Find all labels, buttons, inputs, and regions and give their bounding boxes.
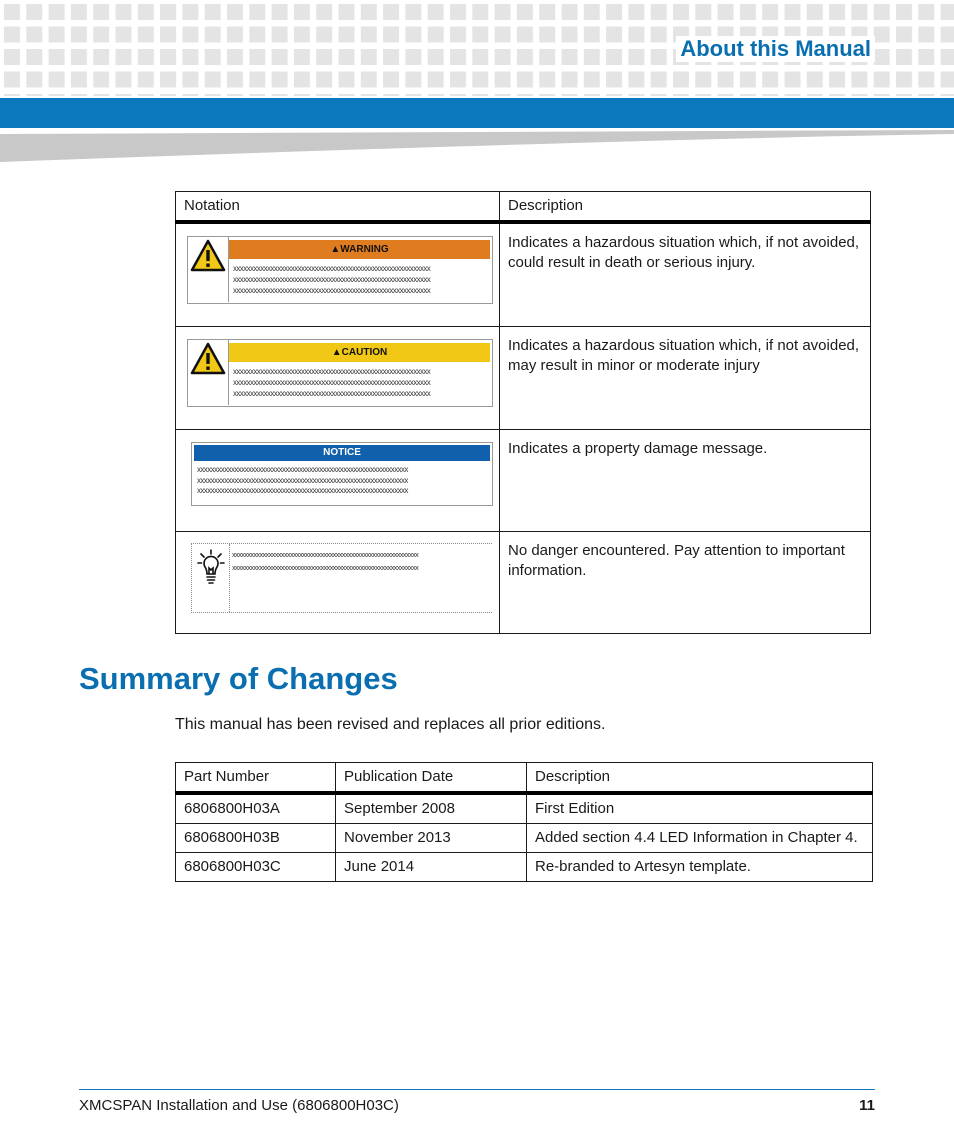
footer-rule [79,1089,875,1090]
header-blue-band [0,98,954,128]
page-number: 11 [859,1097,875,1114]
publication-date-cell: November 2013 [336,824,527,853]
notation-table [175,191,871,634]
warning-banner-label: WARNING [340,244,389,255]
table-row [176,430,871,532]
tip-placeholder-text: xxxxxxxxxxxxxxxxxxxxxxxxxxxxxxxxxxxxxxxxxxxxxxxxxxxxxxxxxxxxx xxxxxxxxxxxxxxxxxxxxxxxxxxxxxxxxxxxxxxxxxxxxxxxxxxxxxxxxxxxxx [232,550,419,572]
caution-placeholder-text: xxxxxxxxxxxxxxxxxxxxxxxxxxxxxxxxxxxxxxxxxxxxxxxxxxxxxxxxxx xxxxxxxxxxxxxxxxxxxxxxxxxxxxxxxxxxxxxxxxxxxxxxxxxxxxxxxxxx xxxxxxxxxxxxxxxxxxxxxxxxxxxxxxxxxxxxxxxxxxxxxxxxxxxxxxxxxx [233,367,431,398]
notice-placeholder-text: xxxxxxxxxxxxxxxxxxxxxxxxxxxxxxxxxxxxxxxxxxxxxxxxxxxxxxxxxxxxxx xxxxxxxxxxxxxxxxxxxxxxxxxxxxxxxxxxxxxxxxxxxxxxxxxxxxxxxxxxxxxx xxxxxxxxxxxxxxxxxxxxxxxxxxxxxxxxxxxxxxxxxxxxxxxxxxxxxxxxxxxxxx [197,465,408,495]
table-row [176,824,873,853]
column-header-notation: Notation [176,192,500,223]
publication-date-cell: September 2008 [336,793,527,824]
table-header-row [176,192,871,223]
tip-sign-cell [176,532,500,634]
footer-document-title: XMCSPAN Installation and Use (6806800H03C) [79,1097,399,1114]
description-cell: Re-branded to Artesyn template. [527,853,873,882]
table-row [176,532,871,634]
column-header-publication-date: Publication Date [336,763,527,794]
notice-sign-cell [176,430,500,532]
warning-banner [229,240,490,259]
part-number-cell: 6806800H03B [176,824,336,853]
publication-date-cell: June 2014 [336,853,527,882]
table-row [176,853,873,882]
caution-sign-cell [176,327,500,430]
caution-description: Indicates a hazardous situation which, if not avoided, may result in minor or moderate injury [500,327,871,430]
warning-sign [187,236,491,326]
caution-banner-label: CAUTION [341,347,388,358]
warning-triangle-icon [190,238,226,274]
column-header-description: Description [500,192,871,223]
caution-banner [229,343,490,362]
table-header-row [176,763,873,794]
header-swoosh [0,128,954,164]
tip-description: No danger encountered. Pay attention to important information. [500,532,871,634]
warning-banner-icon: ▲ [330,244,341,255]
warning-placeholder-text: xxxxxxxxxxxxxxxxxxxxxxxxxxxxxxxxxxxxxxxxxxxxxxxxxxxxxxxxxx xxxxxxxxxxxxxxxxxxxxxxxxxxxxxxxxxxxxxxxxxxxxxxxxxxxxxxxxxx xxxxxxxxxxxxxxxxxxxxxxxxxxxxxxxxxxxxxxxxxxxxxxxxxxxxxxxxxx [233,264,431,295]
description-cell: Added section 4.4 LED Information in Chapter 4. [527,824,873,853]
summary-intro: This manual has been revised and replaces all prior editions. [175,716,606,733]
table-row [176,793,873,824]
warning-triangle-icon [190,341,226,377]
warning-description: Indicates a hazardous situation which, if not avoided, could result in death or serious injury. [500,222,871,327]
column-header-part-number: Part Number [176,763,336,794]
notice-description: Indicates a property damage message. [500,430,871,532]
caution-sign [187,339,491,429]
changes-table [175,762,873,882]
notice-banner: NOTICE [194,445,490,461]
notice-sign [191,442,493,506]
description-cell: First Edition [527,793,873,824]
table-row [176,327,871,430]
part-number-cell: 6806800H03C [176,853,336,882]
running-header-title: About this Manual [676,36,875,62]
light-bulb-icon [197,548,225,588]
warning-sign-cell [176,222,500,327]
section-heading: Summary of Changes [79,661,398,696]
part-number-cell: 6806800H03A [176,793,336,824]
table-row [176,222,871,327]
column-header-description: Description [527,763,873,794]
tip-sign [191,543,492,613]
caution-banner-icon: ▲ [331,347,342,358]
